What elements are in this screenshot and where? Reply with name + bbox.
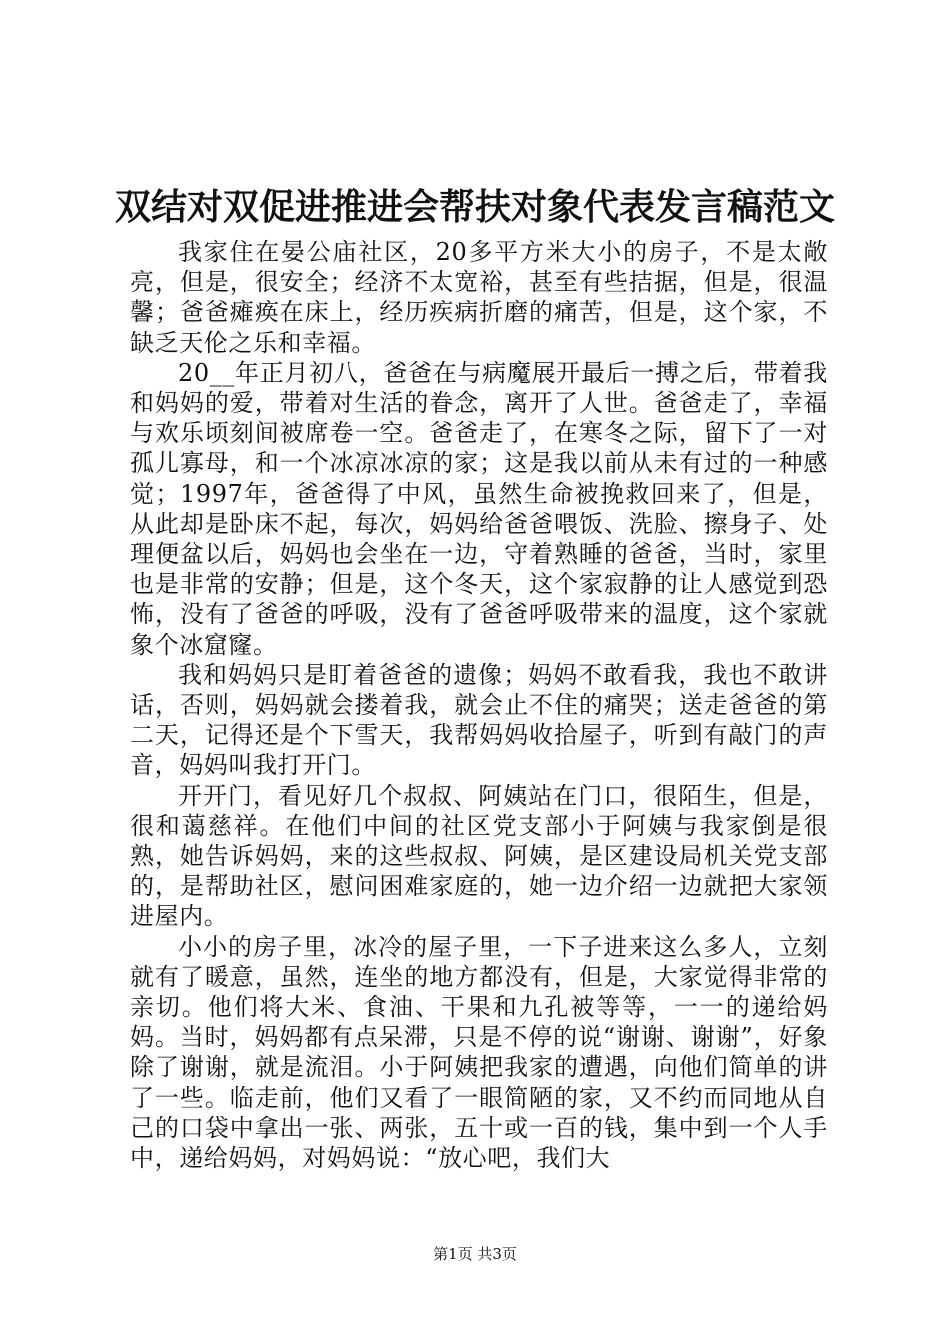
document-body — [130, 237, 828, 1173]
page-footer: 第1页 共3页 — [433, 1245, 517, 1263]
page-title: 双结对双促进推进会帮扶对象代表发言稿范文 — [114, 186, 835, 228]
paragraph-3: 我和妈妈只是盯着爸爸的遗像；妈妈不敢看我，我也不敢讲话，否则，妈妈就会搂着我，就会止不住的痛哭；送走爸爸的第二天，记得还是个下雪天，我帮妈妈收拾屋子，听到有敲门的声音，妈妈叫我打开门。 — [130, 660, 828, 780]
paragraph-2: 20__年正月初八，爸爸在与病魔展开最后一搏之后，带着我和妈妈的爱，带着对生活的眷念，离开了人世。爸爸走了，幸福与欢乐顷刻间被席卷一空。爸爸走了，在寒冬之际，留下了一对孤儿寡母，和一个冰凉冰凉的家；这是我以前从未有过的一种感觉；1997年，爸爸得了中风，虽然生命被挽救回来了，但是，从此却是卧床不起，每次，妈妈给爸爸喂饭、洗脸、擦身子、处理便盆以后，妈妈也会坐在一边，守着熟睡的爸爸，当时，家里也是非常的安静；但是，这个冬天，这个家寂静的让人感觉到恐怖，没有了爸爸的呼吸，没有了爸爸呼吸带来的温度，这个家就象个冰窟窿。 — [130, 358, 828, 659]
paragraph-5: 小小的房子里，冰冷的屋子里，一下子进来这么多人，立刻就有了暖意，虽然，连坐的地方都没有，但是，大家觉得非常的亲切。他们将大米、食油、干果和九孔被等等，一一的递给妈妈。当时，妈妈都有点呆滞，只是不停的说“谢谢、谢谢”，好象除了谢谢，就是流泪。小于阿姨把我家的遭遇，向他们简单的讲了一些。临走前，他们又看了一眼简陋的家，又不约而同地从自己的口袋中拿出一张、两张，五十或一百的钱，集中到一个人手中，递给妈妈，对妈妈说：“放心吧，我们大 — [130, 932, 828, 1173]
paragraph-1: 我家住在晏公庙社区，20多平方米大小的房子，不是太敞亮，但是，很安全；经济不太宽裕，甚至有些拮据，但是，很温馨；爸爸瘫痪在床上，经历疾病折磨的痛苦，但是，这个家，不缺乏天伦之乐和幸福。 — [130, 238, 828, 357]
paragraph-4: 开开门，看见好几个叔叔、阿姨站在门口，很陌生，但是，很和蔼慈祥。在他们中间的社区党支部小于阿姨与我家倒是很熟，她告诉妈妈，来的这些叔叔、阿姨，是区建设局机关党支部的，是帮助社区，慰问困难家庭的，她一边介绍一边就把大家领进屋内。 — [130, 781, 828, 931]
